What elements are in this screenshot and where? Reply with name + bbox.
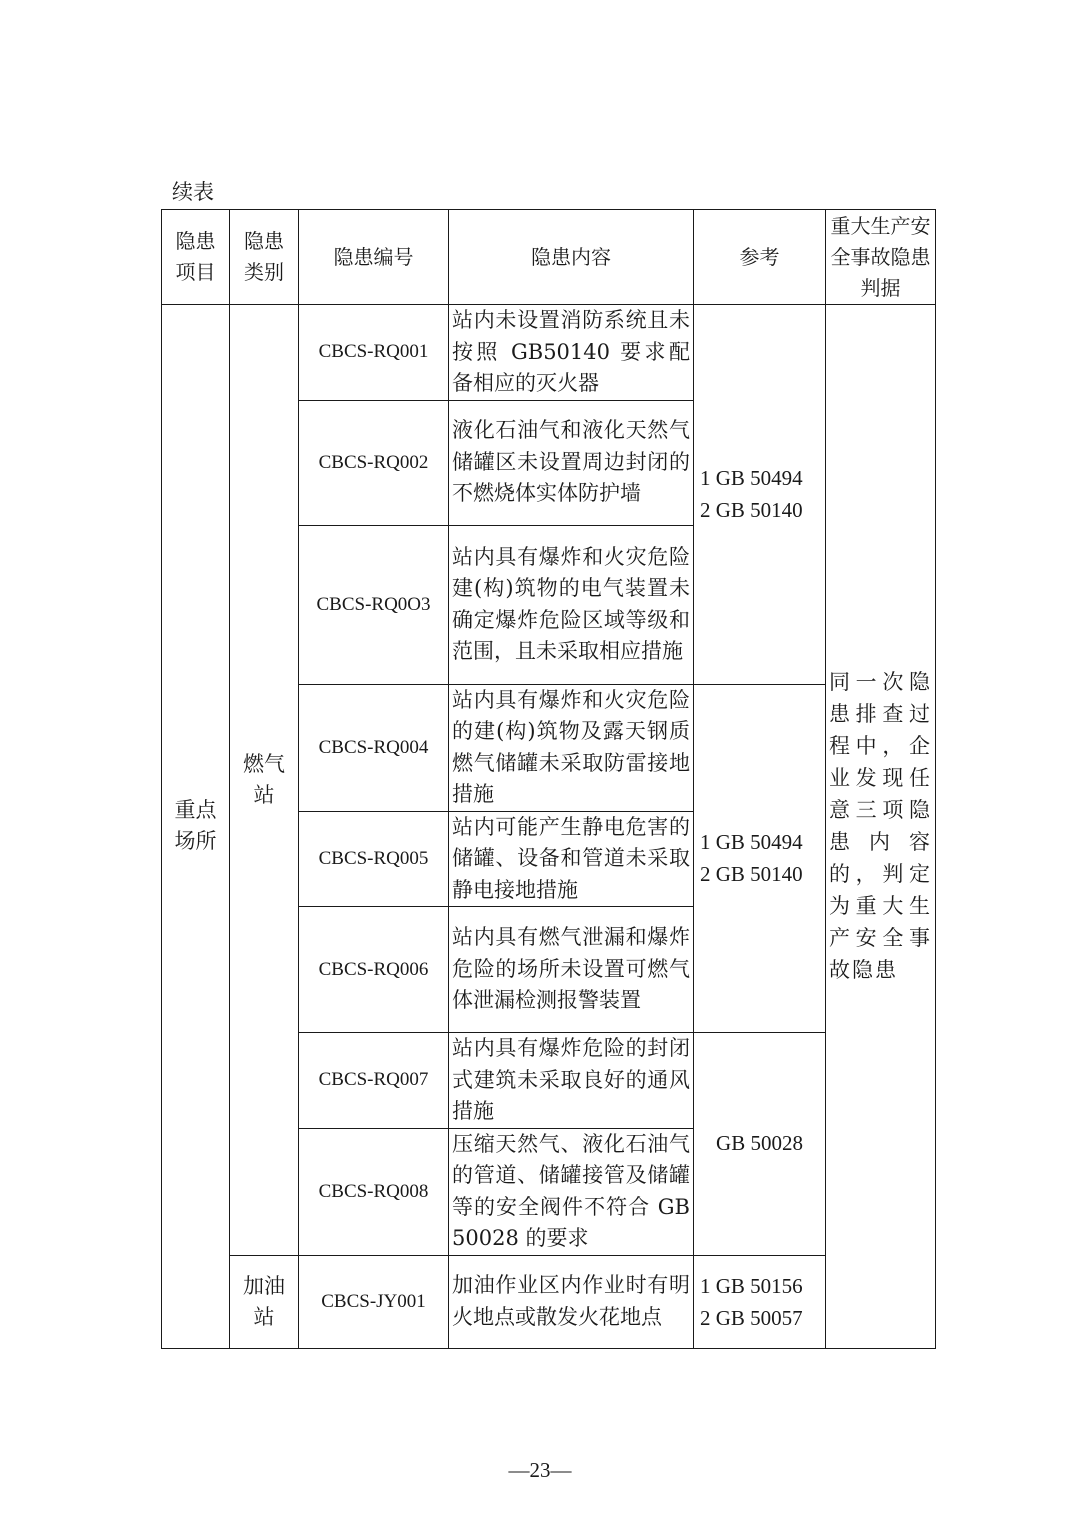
category-gas-station: 燃气站 [230, 305, 299, 1256]
reference-cell: GB 50028 [694, 1033, 826, 1256]
hazard-code: CBCS-RQ006 [299, 907, 449, 1033]
header-content: 隐患内容 [449, 210, 694, 305]
hazard-content: 加油作业区内作业时有明火地点或散发火花地点 [449, 1255, 694, 1348]
hazard-content: 站内具有燃气泄漏和爆炸危险的场所未设置可燃气体泄漏检测报警装置 [449, 907, 694, 1033]
hazard-code: CBCS-RQ002 [299, 400, 449, 525]
header-reference: 参考 [694, 210, 826, 305]
header-judgment: 重大生产安全事故隐患判据 [826, 210, 936, 305]
continued-label: 续表 [172, 180, 214, 204]
reference-cell [694, 305, 826, 685]
hazard-code: CBCS-RQ001 [299, 305, 449, 401]
hazard-content: 站内具有爆炸危险的封闭式建筑未采取良好的通风措施 [449, 1033, 694, 1129]
hazard-content: 液化石油气和液化天然气储罐区未设置周边封闭的不燃烧体实体防护墙 [449, 400, 694, 525]
reference-cell [694, 684, 826, 1033]
reference-line: 1 GB 50156 [700, 1273, 803, 1298]
reference-line: 2 GB 50140 [700, 862, 803, 887]
hazard-content: 压缩天然气、液化石油气的管道、储罐接管及储罐等的安全阀件不符合 GB 50028 的要求 [449, 1128, 694, 1255]
page-number: —23— [508, 1458, 572, 1482]
hazard-code: CBCS-RQ0O3 [299, 525, 449, 684]
hazard-code: CBCS-JY001 [299, 1255, 449, 1348]
hazard-content: 站内可能产生静电危害的储罐、设备和管道未采取静电接地措施 [449, 811, 694, 907]
reference-cell [694, 1255, 826, 1348]
judgment-cell: 同一次隐患排查过程中，企业发现任意三项隐患内容的，判定为重大生产安全事故隐患 [826, 305, 936, 1349]
item-cell: 重点场所 [162, 305, 230, 1349]
table-row [162, 1255, 936, 1348]
hazard-table [161, 209, 936, 1349]
reference-line: 2 GB 50057 [700, 1305, 803, 1330]
hazard-code: CBCS-RQ004 [299, 684, 449, 811]
reference-line: 2 GB 50140 [700, 498, 803, 523]
hazard-content: 站内未设置消防系统且未按照 GB50140 要求配备相应的灭火器 [449, 305, 694, 401]
header-category: 隐患类别 [230, 210, 299, 305]
header-item: 隐患项目 [162, 210, 230, 305]
hazard-code: CBCS-RQ008 [299, 1128, 449, 1255]
table-row [162, 305, 936, 401]
hazard-content: 站内具有爆炸和火灾危险的建(构)筑物及露天钢质燃气储罐未采取防雷接地措施 [449, 684, 694, 811]
reference-line: 1 GB 50494 [700, 830, 803, 855]
reference-line: 1 GB 50494 [700, 466, 803, 491]
hazard-code: CBCS-RQ005 [299, 811, 449, 907]
header-row [162, 210, 936, 305]
header-code: 隐患编号 [299, 210, 449, 305]
category-fuel-station: 加油站 [230, 1255, 299, 1348]
hazard-code: CBCS-RQ007 [299, 1033, 449, 1129]
hazard-content: 站内具有爆炸和火灾危险建(构)筑物的电气装置未确定爆炸危险区域等级和范围，且未采取相应措施 [449, 525, 694, 684]
